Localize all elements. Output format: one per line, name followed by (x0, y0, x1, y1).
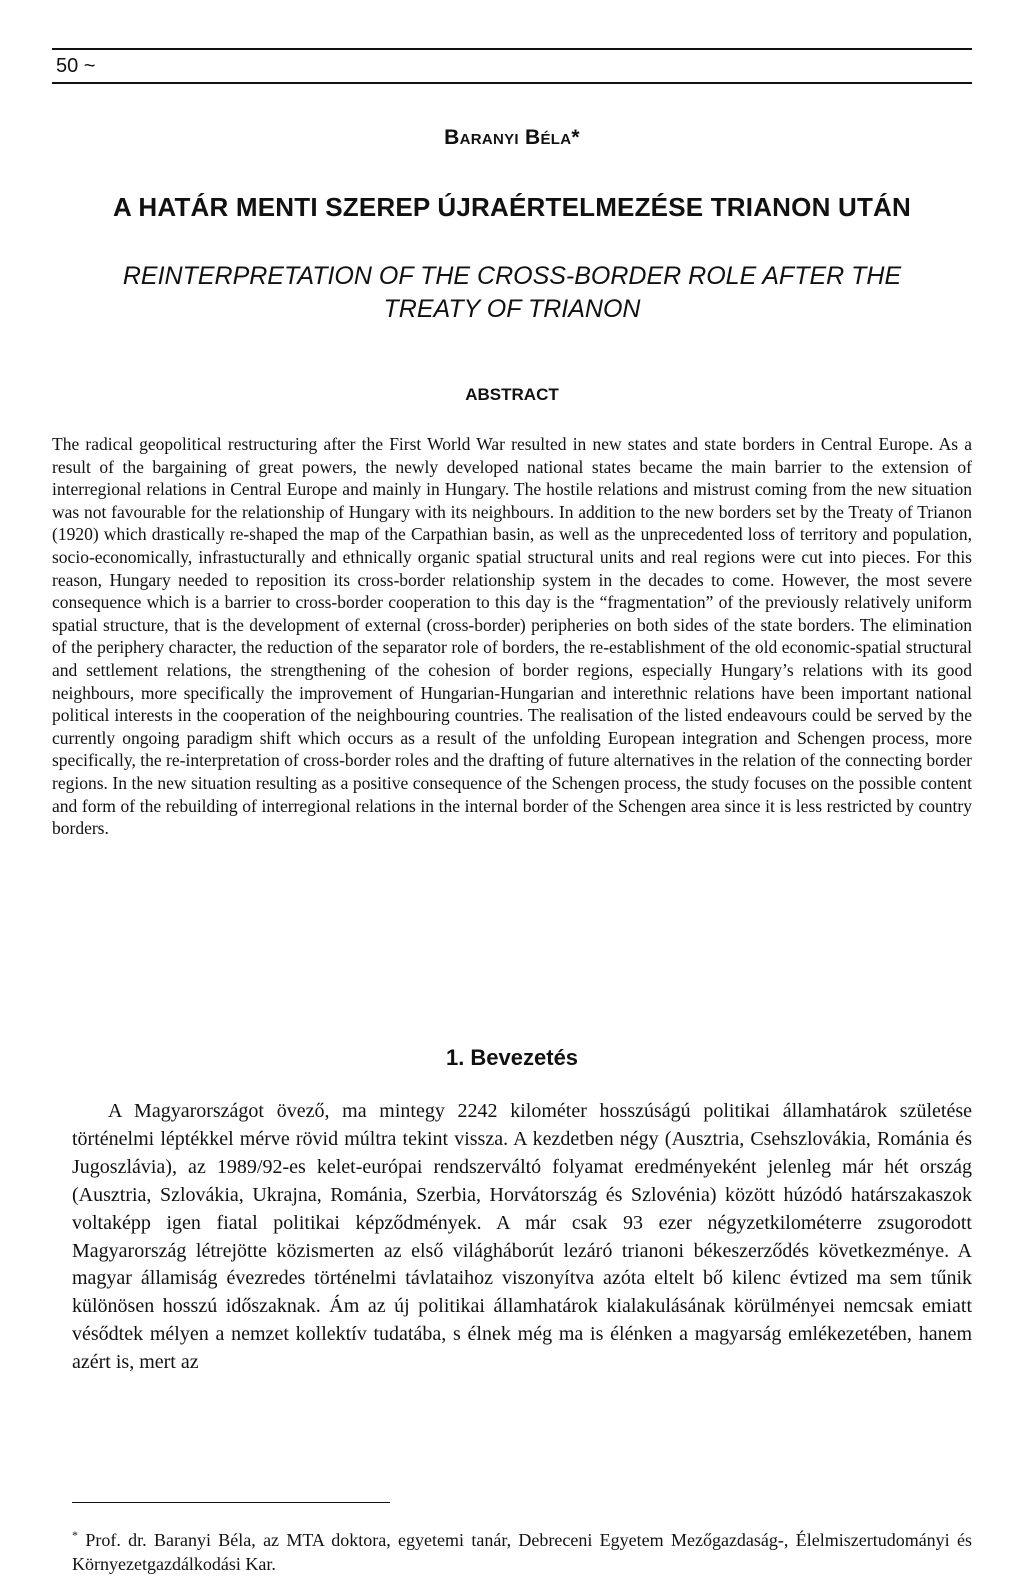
footnote (72, 1528, 972, 1576)
title-english: REINTERPRETATION OF THE CROSS-BORDER ROLE AFTER THE TREATY OF TRIANON (122, 262, 902, 323)
author-name: Baranyi Béla* (444, 126, 580, 149)
header-rule-bottom (52, 82, 972, 84)
body-paragraph: A Magyarországot övező, ma mintegy 2242 kilométer hosszúságú politikai államhatárok születése történelmi léptékkel mérve rövid múltra tekint vissza. A kezdetben négy (Ausztria, Csehszlovákia, Románia és Jugoszlávia), az 1989/92-es kelet-európai rendszerváltó folyamat eredményeként jelenleg már hét ország (Ausztria, Szlovákia, Ukrajna, Románia, Szerbia, Horvátország és Szlovénia) között húzódó határszakaszok voltaképp igen fiatal politikai képződmények. A már csak 93 ezer négyzetkilométerre zsugorodott Magyarország létrejötte közismerten az első világháborút lezáró trianoni békeszerződés következménye. A magyar államiság évezredes történelmi távlataihoz viszonyítva azóta eltelt bő kilenc évtized ma sem tűnik különösen hosszú időszaknak. Ám az új politikai államhatárok kialakulásának körülményei nemcsak emiatt vésődtek mélyen a nemzet kollektív tudatába, s élnek még ma is élénken a magyarság emlékezetében, hanem azért is, mert az (72, 1100, 972, 1374)
page-header (52, 46, 972, 88)
abstract-heading: ABSTRACT (465, 385, 559, 404)
footnote-text: Prof. dr. Baranyi Béla, az MTA doktora, egyetemi tanár, Debreceni Egyetem Mezőgazdaság-, Élelmiszertudományi és Környezetgazdálkodási Kar. (72, 1530, 972, 1574)
header-rule-top (52, 48, 972, 50)
page-number: 50 ~ (56, 55, 96, 77)
abstract-text: The radical geopolitical restructuring after the First World War resulted in new states and state borders in Central Europe. As a result of the bargaining of great powers, the newly developed national states became the main barrier to the extension of interregional relations in Central Europe and mainly in Hungary. The hostile relations and mistrust coming from the new situation was not favourable for the relationship of Hungary with its neighbours. In addition to the new borders set by the Treaty of Trianon (1920) which drastically re-shaped the map of the Carpathian basin, as well as the unprecedented loss of territory and population, socio-economically, infrastucturally and ethnically organic spatial structural units and real regions were cut into pieces. For this reason, Hungary needed to reposition its cross-border relationship system in the decades to come. However, the most severe consequence which is a barrier to cross-border cooperation to this day is the “fragmentation” of the previously relatively uniform spatial structure, that is the development of external (cross-border) peripheries on both sides of the state borders. The elimination of the periphery character, the reduction of the separator role of borders, the re-establishment of the old economic-spatial structural and settlement relations, the strengthening of the cohesion of border regions, especially Hungary’s relations with its good neighbours, more specifically the improvement of Hungarian-Hungarian and interethnic relations have been important national political interests in the cooperation of the neighbouring countries. The realisation of the listed endeavours could be served by the currently ongoing paradigm shift which occurs as a result of the unfolding European integration and Schengen process, more specifically, the re-interpretation of cross-border roles and the drafting of future alternatives in the relation of the connecting border regions. In the new situation resulting as a positive consequence of the Schengen process, the study focuses on the possible content and form of the rebuilding of interregional relations in the internal border of the Schengen area since it is less restricted by country borders. (52, 434, 972, 839)
section-heading: 1. Bevezetés (445, 1045, 579, 1070)
footnote-marker: * (72, 1528, 78, 1542)
footnote-rule (72, 1502, 390, 1503)
title-hungarian: A HATÁR MENTI SZEREP ÚJRAÉRTELMEZÉSE TRIANON UTÁN (112, 192, 911, 222)
